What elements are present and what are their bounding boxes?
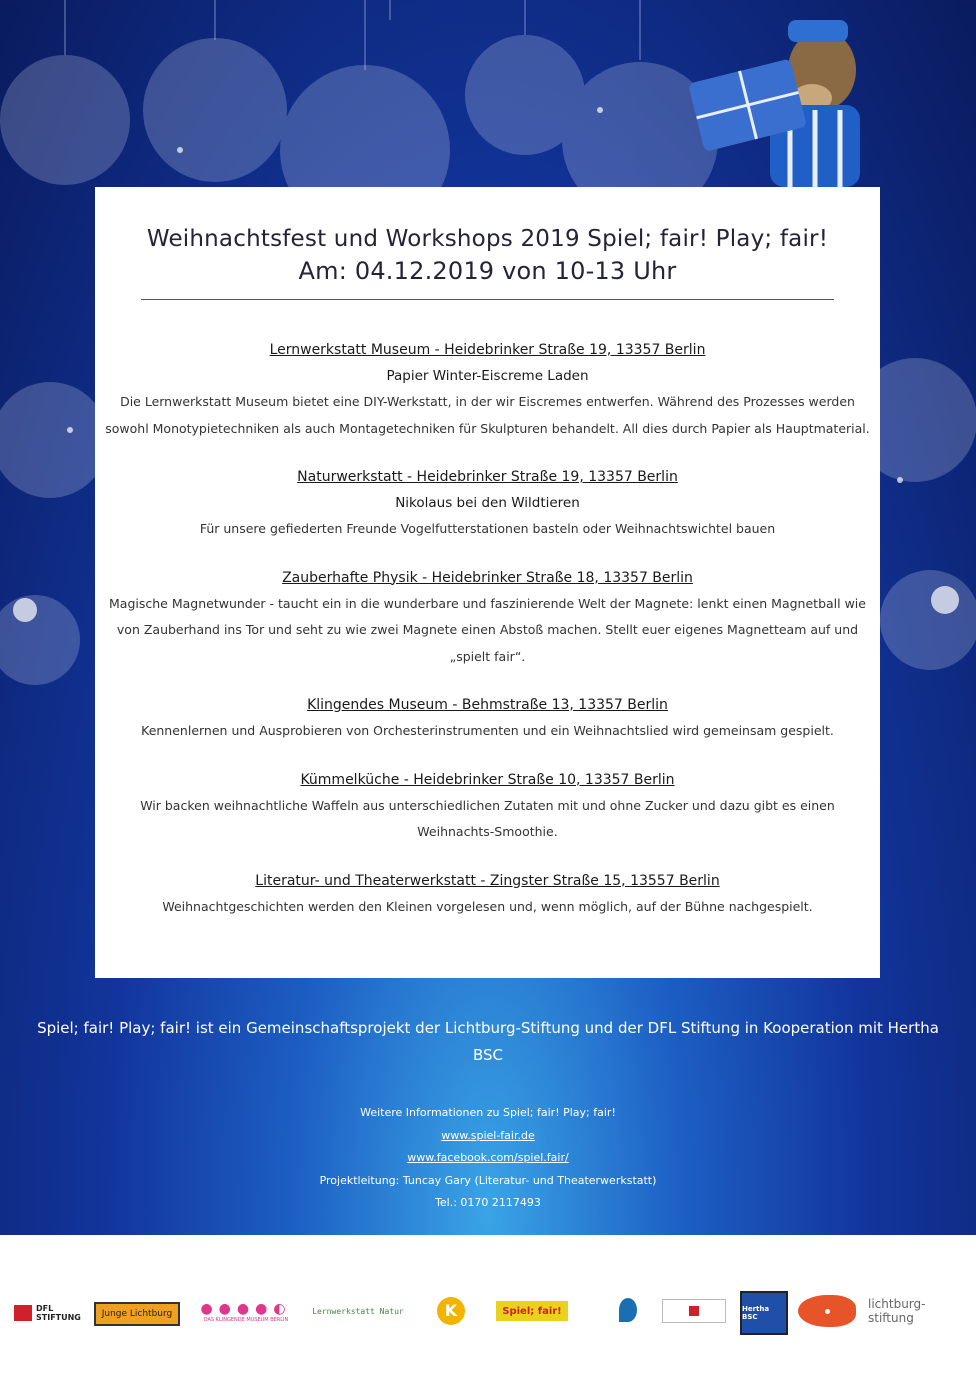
title-divider [141,299,834,300]
workshop-description: Weihnachtgeschichten werden den Kleinen vorgelesen und, wenn möglich, auf der Bühne nachgespielt. [162,898,813,914]
junge-lichtburg-text: Junge Lichtburg [101,1309,173,1319]
junge-lichtburg-logo [94,1302,180,1326]
workshop-description: Kennenlernen und Ausprobieren von Orchesterinstrumenten und ein Weihnachtslied wird gemeinsam gespielt. [141,723,834,738]
lernwerkstatt-natur-logo [312,1303,404,1319]
workshop-description: Magische Magnetwunder - taucht ein in die wunderbare und faszinierende Welt der Magnete: lenkt einen Magnetball wie von Zauberhand ins Tor und seht zu wie zwei Magnete einen Abstoß machen. Stellt euer eigenes Magnetteam auf und „spielt fair“. [109,595,866,664]
workshop-subtitle: Papier Winter-Eiscreme Laden [386,368,589,384]
footer [0,1015,976,1215]
lichtburg-stiftung-logo [868,1297,970,1325]
spiel-fair-text: Spiel; fair! [502,1305,562,1317]
facebook-link[interactable]: www.facebook.com/spiel.fair/ [407,1151,569,1164]
klingendes-text: DAS KLINGENDE MUSEUM BERLIN [203,1317,289,1323]
website-link[interactable]: www.spiel-fair.de [441,1128,535,1142]
dfl-logo-text: DFL STIFTUNG [36,1304,81,1322]
workshop-heading: Literatur- und Theaterwerkstatt - Zingster Straße 15, 13557 Berlin [255,872,720,889]
workshop-section [95,868,880,921]
workshop-description: Die Lernwerkstatt Museum bietet eine DIY-Werkstatt, in der wir Eiscremes entwerfen. Während des Prozesses werden sowohl Monotypietechniken als auch Montagetechniken für Skulpturen behandelt. All dies durch Papier als Hauptmaterial. [105,394,870,436]
natur-text: Lernwerkstatt Natur [312,1306,404,1316]
klingendes-museum-logo [196,1299,296,1325]
grey-logo-icon [689,1306,699,1316]
event-card [95,187,880,978]
contact-info [0,1102,976,1215]
fish-eye-icon [825,1309,830,1314]
title-line-1: Weihnachtsfest und Workshops 2019 Spiel; fair! Play; fair! [146,226,829,252]
partner-logo-blue [600,1291,656,1329]
spiel-fair-logo [496,1301,568,1321]
project-statement: Spiel; fair! Play; fair! ist ein Gemeinschaftsprojekt der Lichtburg-Stiftung und der DFL Stiftung in Kooperation mit Hertha BSC [37,1019,939,1064]
workshop-description: Für unsere gefiederten Freunde Vogelfutterstationen basteln oder Weihnachtswichtel bauen [199,521,776,536]
page-title [95,223,880,287]
workshop-subtitle: Nikolaus bei den Wildtieren [395,495,580,511]
workshop-list [95,337,880,920]
workshop-heading: Klingendes Museum - Behmstraße 13, 13357 Berlin [307,697,668,713]
k-logo-icon: K [437,1297,465,1325]
workshop-heading: Lernwerkstatt Museum - Heidebrinker Straße 19, 13357 Berlin [269,342,706,358]
partner-logos [0,1285,976,1345]
info-label: Weitere Informationen zu Spiel; fair! Play; fair! [360,1106,616,1119]
workshop-section [95,692,880,745]
partner-logo-grey [662,1299,726,1323]
dfl-logo-mark [14,1305,32,1321]
workshop-description: Wir backen weihnachtliche Waffeln aus unterschiedlichen Zutaten mit und ohne Zucker und dazu gibt es einen Weihnachts-Smoothie. [140,797,835,839]
workshop-heading: Naturwerkstatt - Heidebrinker Straße 19, 13357 Berlin [297,469,678,485]
lichtburg-text: lichtburg-stiftung [868,1297,926,1325]
dfl-stiftung-logo [10,1300,80,1326]
feather-icon [619,1298,637,1322]
hertha-bsc-logo [740,1291,788,1335]
klingendes-dots-icon: ●●●●◐ [200,1301,292,1317]
title-line-2: Am: 04.12.2019 von 10-13 Uhr [298,257,677,285]
hertha-text: Hertha BSC [742,1305,770,1321]
workshop-section [95,464,880,543]
fish-logo [798,1295,856,1327]
workshop-heading: Kümmelküche - Heidebrinker Straße 10, 13357 Berlin [300,771,675,788]
workshop-section [95,767,880,846]
kuemmelkueche-logo [425,1291,477,1331]
telephone: Tel.: 0170 2117493 [435,1196,541,1209]
workshop-section [95,337,880,442]
workshop-section [95,565,880,671]
project-lead: Projektleitung: Tuncay Gary (Literatur- und Theaterwerkstatt) [319,1173,657,1187]
workshop-heading: Zauberhafte Physik - Heidebrinker Straße 18, 13357 Berlin [282,569,693,586]
